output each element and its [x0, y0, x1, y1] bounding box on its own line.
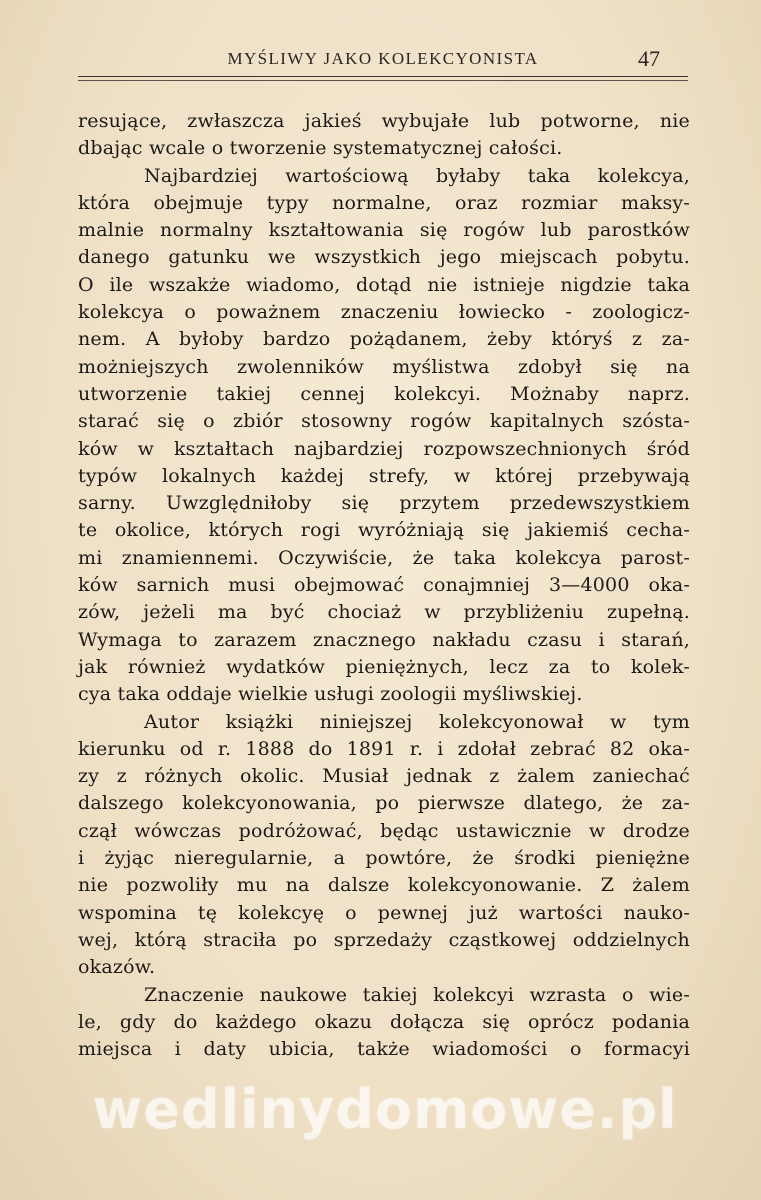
text-line: zy z różnych okolic. Musiał jednak z żalem zaniechać [78, 765, 690, 788]
page-header [78, 46, 688, 76]
text-line: malnie normalny kształtowania się rogów lub parostków [78, 219, 690, 242]
page-number: 47 [638, 46, 660, 71]
text-line: mi znamiennemi. Oczywiście, że taka kolekcya parost- [78, 546, 690, 569]
text-line: sarny. Uwzględniłoby się przytem przedewszystkiem [78, 492, 690, 515]
text-line: ków sarnich musi obejmować conajmniej 3—4000 oka- [78, 574, 690, 597]
text-line: kierunku od r. 1888 do 1891 r. i zdołał zebrać 82 oka- [78, 737, 690, 760]
running-title: MYŚLIWY JAKO KOLEKCYONISTA [227, 49, 539, 68]
text-line: resujące, zwłaszcza jakieś wybujałe lub potworne, nie [78, 110, 690, 132]
text-line: starać się o zbiór stosowny rogów kapitalnych szósta- [78, 410, 690, 433]
text-line: miejsca i daty ubicia, także wiadomości o formacyi [78, 1038, 690, 1061]
text-line: Najbardziej wartościową byłaby taka kolekcya, [144, 164, 690, 187]
text-line: jak również wydatków pieniężnych, lecz za to kolek- [78, 655, 690, 678]
text-line: le, gdy do każdego okazu dołącza się oprócz podania [78, 1010, 690, 1033]
text-line: Znaczenie naukowe takiej kolekcyi wzrasta o wie- [144, 983, 690, 1006]
body-text [78, 108, 690, 1063]
text-line: możniejszych zwolenników myślistwa zdobył się na [78, 355, 690, 378]
text-line: typów lokalnych każdej strefy, w której przebywają [78, 464, 690, 487]
text-line: nem. A byłoby bardzo pożądanem, żeby któryś z za- [78, 328, 690, 351]
watermark: wedlinydomowe.pl [92, 1078, 678, 1141]
text-line: zów, jeżeli ma być chociaż w przybliżeniu zupełną. [78, 601, 690, 624]
text-line: dalszego kolekcyonowania, po pierwsze dlatego, że za- [78, 792, 690, 815]
text-line: kolekcya o poważnem znaczeniu łowiecko - zoologicz- [78, 301, 690, 324]
text-line: nie pozwoliły mu na dalsze kolekcyonowanie. Z żalem [78, 874, 690, 897]
text-line: te okolice, których rogi wyróżniają się jakiemiś cecha- [78, 519, 690, 542]
text-line: danego gatunku we wszystkich jego miejscach pobytu. [78, 246, 690, 269]
text-line: wej, którą straciła po sprzedaży cząstkowej oddzielnych [78, 928, 690, 951]
text-line: okazów. [78, 956, 156, 979]
text-line: ków w kształtach najbardziej rozpowszechnionych śród [78, 437, 690, 460]
text-line: Wymaga to zarazem znacznego nakładu czasu i starań, [78, 628, 690, 651]
text-line: która obejmuje typy normalne, oraz rozmiar maksy- [78, 191, 690, 214]
text-line: i żyjąc nieregularnie, a powtóre, że środki pieniężne [78, 847, 690, 870]
text-line: utworzenie takiej cennej kolekcyi. Możnaby naprz. [78, 382, 690, 405]
text-line: Autor książki niniejszej kolekcyonował w tym [144, 710, 690, 733]
header-rule [78, 76, 688, 77]
text-line: cya taka oddaje wielkie usługi zoologii myśliwskiej. [78, 683, 583, 706]
header-rule-thin [78, 80, 688, 81]
text-line: dbając wcale o tworzenie systematycznej całości. [78, 137, 563, 160]
text-line: wspomina tę kolekcyę o pewnej już wartości nauko- [78, 901, 690, 924]
text-line: O ile wszakże wiadomo, dotąd nie istnieje nigdzie taka [78, 273, 690, 296]
text-line: czął wówczas podróżować, będąc ustawicznie w drodze [78, 819, 690, 842]
